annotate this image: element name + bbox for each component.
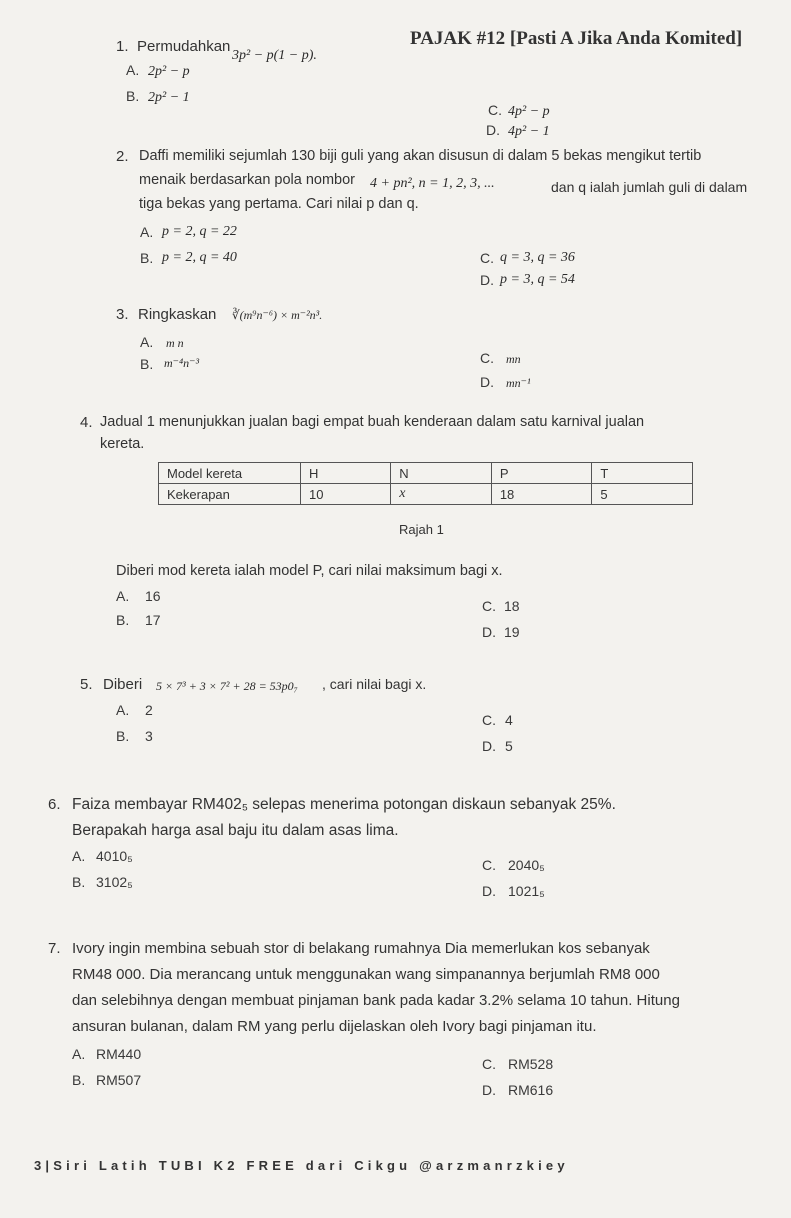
q2-option-a-label: A. — [140, 224, 154, 240]
table-row — [159, 463, 693, 484]
q5-expression: 5 × 7³ + 3 × 7² + 28 = 53p0₇ — [156, 679, 298, 693]
table-cell: P — [491, 463, 592, 484]
q5-option-a: 2 — [145, 702, 153, 718]
q4-line-2: kereta. — [100, 436, 145, 452]
table-cell: 10 — [301, 484, 391, 505]
q3-option-d-label: D. — [480, 374, 494, 390]
q1-option-a: 2p² − p — [148, 64, 190, 79]
q6-line-1: Faiza membayar RM402₅ selepas menerima potongan diskaun sebanyak 25%. — [72, 796, 616, 813]
q1-option-a-label: A. — [126, 62, 140, 78]
table-caption: Rajah 1 — [399, 522, 444, 537]
table-cell: Kekerapan — [159, 484, 301, 505]
q7-line-2: RM48 000. Dia merancang untuk menggunakan wang simpanannya berjumlah RM8 000 — [72, 966, 660, 983]
q2-option-c-label: C. — [480, 250, 494, 266]
q1-option-d: 4p² − 1 — [508, 124, 550, 139]
q7-option-b-label: B. — [72, 1072, 86, 1088]
q3-number: 3. — [116, 306, 129, 323]
q4-option-b-label: B. — [116, 612, 130, 628]
table-cell: N — [391, 463, 492, 484]
q7-option-d-label: D. — [482, 1082, 496, 1098]
q5-number: 5. — [80, 676, 93, 693]
q5-text: Diberi — [103, 676, 143, 693]
table-cell: T — [592, 463, 693, 484]
q5-option-b: 3 — [145, 728, 153, 744]
q7-number: 7. — [48, 940, 61, 957]
q3-option-a-label: A. — [140, 334, 154, 350]
q7-line-3: dan selebihnya dengan membuat pinjaman bank pada kadar 3.2% selama 10 tahun. Hitung — [72, 992, 680, 1009]
q7-option-a: RM440 — [96, 1046, 142, 1062]
q6-option-c-label: C. — [482, 857, 496, 873]
q7-line-1: Ivory ingin membina sebuah stor di belakang rumahnya Dia memerlukan kos sebanyak — [72, 940, 650, 957]
q3-option-b-label: B. — [140, 356, 154, 372]
q1-option-d-label: D. — [486, 122, 500, 138]
q7-option-d: RM616 — [508, 1082, 554, 1098]
q5-tail: , cari nilai bagi x. — [322, 676, 427, 692]
q2-number: 2. — [116, 148, 129, 165]
table-cell: 5 — [592, 484, 693, 505]
q4-number: 4. — [80, 414, 93, 431]
q3-option-b: m⁻⁴n⁻³ — [164, 356, 200, 370]
q2-option-d-label: D. — [480, 272, 494, 288]
q6-option-d-label: D. — [482, 883, 496, 899]
q4-option-a-label: A. — [116, 588, 130, 604]
q1-number: 1. — [116, 38, 129, 55]
q4-option-b: 17 — [145, 612, 161, 628]
q4-option-a: 16 — [145, 588, 161, 604]
q7-option-a-label: A. — [72, 1046, 86, 1062]
q3-text: Ringkaskan — [138, 306, 217, 323]
page-title: PAJAK #12 [Pasti A Jika Anda Komited] — [410, 28, 743, 49]
q6-option-d: 1021₅ — [508, 883, 545, 899]
table-cell: H — [301, 463, 391, 484]
q2-line-2a: menaik berdasarkan pola nombor — [139, 172, 356, 188]
q2-line-2c: dan q ialah jumlah guli di dalam — [551, 179, 748, 195]
q6-option-a: 4010₅ — [96, 848, 133, 864]
q5-option-b-label: B. — [116, 728, 130, 744]
q7-option-c-label: C. — [482, 1056, 496, 1072]
table-cell: x — [391, 484, 492, 505]
q6-option-b: 3102₅ — [96, 874, 133, 890]
q1-option-c-label: C. — [488, 102, 502, 118]
q6-line-2: Berapakah harga asal baju itu dalam asas lima. — [72, 822, 399, 839]
q4-option-d: 19 — [504, 624, 520, 640]
q1-expression: 3p² − p(1 − p). — [232, 48, 317, 63]
q1-option-c: 4p² − p — [508, 104, 550, 119]
q6-option-a-label: A. — [72, 848, 86, 864]
q4-option-c: 18 — [504, 598, 520, 614]
q2-line-3: tiga bekas yang pertama. Cari nilai p dan q. — [139, 196, 419, 212]
q5-option-d: 5 — [505, 738, 513, 754]
q2-pattern: 4 + pn², n = 1, 2, 3, ... — [370, 176, 495, 191]
q3-option-c-label: C. — [480, 350, 494, 366]
q3-expression: ∛(m⁹n⁻⁶) × m⁻²n³. — [232, 308, 323, 322]
table-row — [159, 484, 693, 505]
q3-option-d: mn⁻¹ — [506, 376, 531, 390]
q4-question: Diberi mod kereta ialah model P, cari nilai maksimum bagi x. — [116, 563, 503, 579]
q6-number: 6. — [48, 796, 61, 813]
q5-option-c-label: C. — [482, 712, 496, 728]
q6-option-b-label: B. — [72, 874, 86, 890]
q3-option-c: mn — [506, 352, 521, 366]
q2-line-1: Daffi memiliki sejumlah 130 biji guli yang akan disusun di dalam 5 bekas mengikut tertib — [139, 148, 702, 164]
q1-option-b: 2p² − 1 — [148, 90, 190, 105]
q2-option-b-label: B. — [140, 250, 154, 266]
q4-option-d-label: D. — [482, 624, 496, 640]
q5-option-a-label: A. — [116, 702, 130, 718]
q7-line-4: ansuran bulanan, dalam RM yang perlu dijelaskan oleh Ivory bagi pinjaman itu. — [72, 1018, 597, 1035]
q2-option-b: p = 2, q = 40 — [162, 250, 237, 265]
table-cell: 18 — [491, 484, 592, 505]
q1-text: Permudahkan — [137, 38, 231, 55]
q4-line-1: Jadual 1 menunjukkan jualan bagi empat buah kenderaan dalam satu karnival jualan — [100, 414, 645, 430]
q5-option-c: 4 — [505, 712, 513, 728]
q7-option-b: RM507 — [96, 1072, 142, 1088]
page-footer: 3|Siri Latih TUBI K2 FREE dari Cikgu @arzmanrzkiey — [34, 1158, 569, 1173]
q2-option-a: p = 2, q = 22 — [162, 224, 237, 239]
q6-option-c: 2040₅ — [508, 857, 545, 873]
q2-option-c: q = 3, q = 36 — [500, 250, 575, 265]
sales-table — [158, 462, 693, 505]
q3-option-a: m n — [166, 336, 184, 350]
q7-option-c: RM528 — [508, 1056, 554, 1072]
table-cell: Model kereta — [159, 463, 301, 484]
q4-option-c-label: C. — [482, 598, 496, 614]
q2-option-d: p = 3, q = 54 — [500, 272, 575, 287]
q5-option-d-label: D. — [482, 738, 496, 754]
q1-option-b-label: B. — [126, 88, 140, 104]
